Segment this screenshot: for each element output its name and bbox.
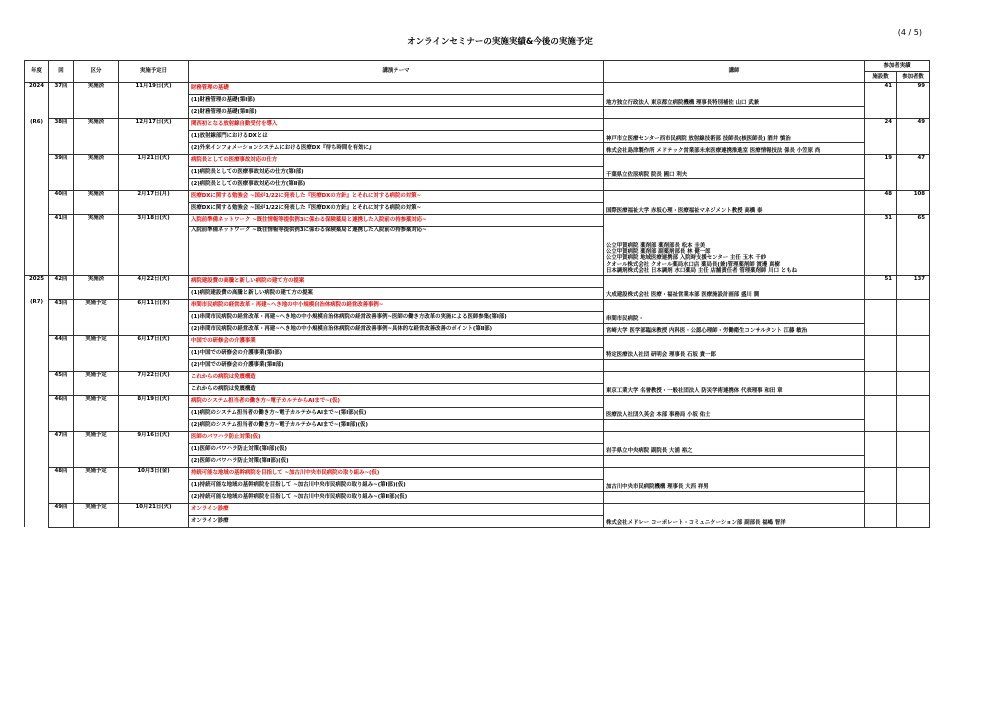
year-cell (25, 515, 49, 527)
session-row (25, 299, 930, 311)
year-cell (25, 227, 49, 276)
session-number: 47回 (49, 431, 74, 467)
table-body (25, 83, 930, 528)
lecturer-name: 地方独立行政法人 東京都立病院機構 理事長特別補佐 山口 武兼 (604, 95, 865, 107)
session-category: 実施予定 (74, 503, 119, 527)
session-category: 実施済 (74, 275, 119, 299)
session-date: 6月17日(火) (119, 335, 189, 371)
main-theme: 関西初となる放射線自動受付を導入 (189, 119, 604, 131)
sub-theme: (2)外来インフォメーションシステムにおける医療DX『待ち時間を有効に』 (189, 143, 604, 155)
header-lecturer: 講師 (604, 61, 865, 83)
main-theme: 財務管理の基礎 (189, 83, 604, 95)
year-cell (25, 143, 49, 155)
lecturer-name: 千葉県立佐原病院 院長 國口 利夫 (604, 167, 865, 179)
header-session: 回 (49, 61, 74, 83)
lecturer-name: 特定医療法人社団 研明会 理事長 石坂 貴一郎 (604, 347, 865, 359)
year-cell (25, 479, 49, 491)
year-cell (25, 131, 49, 143)
main-theme: 病院建設費の高騰と新しい病院の建て方の提案 (189, 275, 604, 287)
session-category: 実施済 (74, 191, 119, 215)
sub-theme: (2)財務管理の基礎(第Ⅱ部) (189, 107, 604, 119)
attendee-count (897, 371, 930, 395)
sub-theme: オンライン診療 (189, 515, 604, 527)
lecturer-cell (604, 299, 865, 311)
facility-count: 24 (865, 119, 897, 155)
lecturer-line: 公立甲賀病院 薬剤部 副薬剤部長 林 健一郎 (606, 248, 711, 255)
session-row (25, 467, 930, 479)
sub-theme: (1)病院のシステム担当者の働き方~電子カルテからAIまで~(第Ⅰ部)(仮) (189, 407, 604, 419)
lecturer-cell (604, 83, 865, 95)
lecturer-name: 医療法人社団久英会 本部 事務局 小坂 佑士 (604, 407, 865, 419)
sub-theme: (1)中国での研修会の介護事業(第Ⅰ部) (189, 347, 604, 359)
lecturer-line: 日本調剤株式会社 日本調剤 水口薬局 主任 店舗責任者 管理薬剤師 川口 ともね (606, 268, 798, 275)
lecturer-name: 株式会社メドレー コーポレート・コミュニケーション部 副部長 福嶋 智洋 (604, 515, 865, 527)
facility-count: 19 (865, 155, 897, 191)
lecturer-name (604, 359, 865, 371)
session-number: 37回 (49, 83, 74, 119)
session-category: 実施予定 (74, 431, 119, 467)
year-cell (25, 155, 49, 167)
lecturer-name: 岩手県立中央病院 副院長 大浦 裕之 (604, 443, 865, 455)
facility-count (865, 503, 897, 527)
year-cell (25, 359, 49, 371)
facility-count: 48 (865, 191, 897, 215)
lecturer-cell (604, 215, 865, 227)
facility-count (865, 395, 897, 431)
year-cell (25, 395, 49, 407)
session-category: 実施予定 (74, 467, 119, 503)
year-cell (25, 347, 49, 359)
session-number: 48回 (49, 467, 74, 503)
facility-count: 51 (865, 275, 897, 299)
attendee-count (897, 299, 930, 335)
page-title: オンラインセミナーの実施実績&今後の実施予定 (407, 37, 593, 47)
session-date: 10月3日(金) (119, 467, 189, 503)
facility-count (865, 335, 897, 371)
session-date: 3月18日(火) (119, 215, 189, 276)
session-date: 12月17日(火) (119, 119, 189, 155)
page-number: (4 / 5) (897, 28, 922, 37)
session-number: 46回 (49, 395, 74, 431)
header-date: 実施予定日 (119, 61, 189, 83)
attendee-count (897, 395, 930, 431)
year-era-label: (R6) (30, 118, 43, 125)
main-theme: これからの病院は免震構造 (189, 371, 604, 383)
session-date: 2月17日(月) (119, 191, 189, 215)
session-row (25, 431, 930, 443)
session-date: 9月16日(火) (119, 431, 189, 467)
sub-theme: (1)放射線部門におけるDXとは (189, 131, 604, 143)
session-number: 39回 (49, 155, 74, 191)
session-row (25, 83, 930, 95)
session-number: 44回 (49, 335, 74, 371)
year-cell (25, 95, 49, 107)
lecturer-name (604, 455, 865, 467)
lecturer-cell (604, 119, 865, 131)
year-cell (25, 371, 49, 383)
session-date: 8月19日(火) (119, 395, 189, 431)
lecturer-name: 国際医療福祉大学 赤坂心理・医療福祉マネジメント教授 高橋 泰 (604, 203, 865, 215)
session-date: 1月21日(火) (119, 155, 189, 191)
year-cell (25, 179, 49, 191)
attendee-count: 65 (897, 215, 930, 276)
main-theme: 入院前準備ネットワーク ~既往情報等提供例3に係わる保険薬局と連携した入院前の持参薬対応~ (189, 215, 604, 227)
sub-theme: (2)持続可能な地域の基幹病院を目指して ~加古川中央市民病院の取り組み~(第Ⅱ部)(仮) (189, 491, 604, 503)
attendee-count: 49 (897, 119, 930, 155)
session-category: 実施予定 (74, 299, 119, 335)
lecturer-name (604, 179, 865, 191)
session-number: 41回 (49, 215, 74, 276)
lecturer-line: 公立甲賀病院 地域医療連携部 入院時支援センター 主任 玉木 千紗 (606, 255, 767, 262)
year-cell (25, 467, 49, 479)
year-cell (25, 107, 49, 119)
lecturer-name: 加古川中央市民病院機構 理事長 大西 祥男 (604, 479, 865, 491)
lecturer-name: 宮崎大学 医学部臨床教授 内科医・公認心理師・労働衛生コンサルタント 江藤 敏治 (604, 323, 865, 335)
lecturer-cell (604, 191, 865, 203)
year-cell (25, 191, 49, 203)
main-theme: 中国での研修会の介護事業 (189, 335, 604, 347)
year-label: 2025 (28, 275, 44, 282)
header-facilities: 施設数 (865, 72, 897, 83)
lecturer-name: 株式会社島津製作所 メドテック営業部未来医療連携推進室 医療情報技法 係長 小笠原 尚 (604, 143, 865, 155)
session-number: 49回 (49, 503, 74, 527)
facility-count (865, 431, 897, 467)
attendee-count: 137 (897, 275, 930, 299)
sub-theme: (2)病院のシステム担当者の働き方~電子カルテからAIまで~(第Ⅱ部)(仮) (189, 419, 604, 431)
sub-theme: これからの病院は免震構造 (189, 383, 604, 395)
year-cell (25, 491, 49, 503)
attendee-count: 108 (897, 191, 930, 215)
lecturer-name: 神戸市立医療センター西市民病院 放射線技術部 技師長(核医師長) 酒井 慎治 (604, 131, 865, 143)
session-date: 7月22日(火) (119, 371, 189, 395)
main-theme: 持続可能な地域の基幹病院を目指して ~加古川中央市民病院の取り組み~(仮) (189, 467, 604, 479)
lecturer-cell (604, 275, 865, 287)
main-theme: オンライン診療 (189, 503, 604, 515)
main-theme: 医療DXに関する勉強会 ~国が1/22に発表した『医療DXの方針』とそれに対する病院の対策~ (189, 191, 604, 203)
year-cell (25, 383, 49, 395)
header-participants: 参加者実績 (865, 61, 930, 72)
year-label: 2024 (28, 83, 44, 89)
lecturer-cell (604, 395, 865, 407)
year-cell (25, 287, 49, 299)
facility-count (865, 299, 897, 335)
attendee-count (897, 431, 930, 467)
sub-theme: (2)串間市民病院の経営改革・再建~へき地の中小規模自治体病院の経営改善事例~具体的な経営改善改善のポイント(第Ⅱ部) (189, 323, 604, 335)
facility-count: 41 (865, 83, 897, 119)
session-category: 実施予定 (74, 335, 119, 371)
header-theme: 講演テーマ (189, 61, 604, 83)
attendee-count: 99 (897, 83, 930, 119)
main-theme: 病院長としての医療事故対応の仕方 (189, 155, 604, 167)
sub-theme: (1)病院建設費の高騰と新しい病院の建て方の提案 (189, 287, 604, 299)
year-cell (25, 407, 49, 419)
session-number: 43回 (49, 299, 74, 335)
session-category: 実施済 (74, 215, 119, 276)
year-cell (25, 275, 49, 287)
year-cell (25, 431, 49, 443)
session-number: 42回 (49, 275, 74, 299)
lecturer-name (604, 107, 865, 119)
session-date: 10月21日(火) (119, 503, 189, 527)
main-theme: 医師のパワハラ防止対策(仮) (189, 431, 604, 443)
sub-theme: (1)医師のパワハラ防止対策(第Ⅰ部)(仮) (189, 443, 604, 455)
session-date: 4月22日(火) (119, 275, 189, 299)
sub-theme: (2)病院長としての医療事故対応の仕方(第Ⅱ部) (189, 179, 604, 191)
session-row (25, 215, 930, 227)
sub-theme: (2)医師のパワハラ防止対策(第Ⅱ部)(仮) (189, 455, 604, 467)
lecturer-name: 大成建設株式会社 医療・福祉営業本部 医療施設計画部 盛川 潤 (604, 287, 865, 299)
year-cell (25, 503, 49, 515)
year-cell (25, 443, 49, 455)
sub-theme: (1)病院長としての医療事故対応の仕方(第Ⅰ部) (189, 167, 604, 179)
sub-theme: 入院前準備ネットワーク ~既往情報等提供例3に係わる保険薬局と連携した入院前の持参薬対応~ (189, 227, 604, 276)
session-date: 11月19日(火) (119, 83, 189, 119)
session-category: 実施予定 (74, 371, 119, 395)
year-cell (25, 335, 49, 347)
sub-theme: (1)串間市民病院の経営改革・再建~へき地の中小規模自治体病院の経営改善事例~医師の働き方改革の実施による医師参集(第Ⅰ部) (189, 311, 604, 323)
facility-count (865, 371, 897, 395)
sub-theme: (1)持続可能な地域の基幹病院を目指して ~加古川中央市民病院の取り組み~(第Ⅰ部)(仮) (189, 479, 604, 491)
lecturer-cell (604, 227, 865, 276)
year-cell (25, 215, 49, 227)
lecturer-line: 公立甲賀病院 薬剤部 薬剤部長 松本 圭美 (606, 242, 706, 249)
session-row (25, 395, 930, 407)
year-cell (25, 83, 49, 95)
year-cell (25, 323, 49, 335)
main-theme: 病院のシステム担当者の働き方~電子カルテからAIまで~(仮) (189, 395, 604, 407)
sub-theme: 医療DXに関する勉強会 ~国が1/22に発表した『医療DXの方針』とそれに対する病院の対策~ (189, 203, 604, 215)
session-category: 実施済 (74, 83, 119, 119)
session-row (25, 503, 930, 515)
session-number: 38回 (49, 119, 74, 155)
session-row (25, 155, 930, 167)
session-category: 実施済 (74, 155, 119, 191)
session-date: 6月11日(水) (119, 299, 189, 335)
year-cell (25, 455, 49, 467)
session-row (25, 191, 930, 203)
attendee-count (897, 335, 930, 371)
lecturer-name: 串間市民病院・ (604, 311, 865, 323)
main-theme: 串間市民病院の経営改革・再建~へき地の中小規模自治体病院の経営改善事例~ (189, 299, 604, 311)
session-row (25, 371, 930, 383)
lecturer-cell (604, 155, 865, 167)
attendee-count (897, 467, 930, 503)
year-cell (25, 311, 49, 323)
lecturer-cell (604, 431, 865, 443)
session-number: 45回 (49, 371, 74, 395)
lecturer-cell (604, 503, 865, 515)
sub-theme: (2)中国での研修会の介護事業(第Ⅱ部) (189, 359, 604, 371)
header-category: 区分 (74, 61, 119, 83)
attendee-count (897, 503, 930, 527)
header-year: 年度 (25, 61, 49, 83)
session-row (25, 275, 930, 287)
attendee-count: 47 (897, 155, 930, 191)
lecturer-cell (604, 371, 865, 383)
session-row (25, 119, 930, 131)
seminar-table (24, 60, 930, 528)
facility-count (865, 467, 897, 503)
year-cell (25, 203, 49, 215)
year-cell (25, 419, 49, 431)
session-number: 40回 (49, 191, 74, 215)
year-cell (25, 119, 49, 131)
sub-theme: (1)財務管理の基礎(第Ⅰ部) (189, 95, 604, 107)
facility-count: 31 (865, 215, 897, 276)
lecturer-name: 東京工業大学 名誉教授・一般社団法人 防災学術連携体 代表理事 和田 章 (604, 383, 865, 395)
session-row (25, 335, 930, 347)
lecturer-cell (604, 467, 865, 479)
year-cell (25, 167, 49, 179)
header-attendees: 参加者数 (897, 72, 930, 83)
lecturer-line: クオール株式会社 クオール薬局水口店 薬局長(兼)管理薬剤師 渡邊 真樹 (606, 261, 780, 268)
year-era-label: (R7) (30, 299, 43, 306)
lecturer-cell (604, 335, 865, 347)
session-category: 実施済 (74, 119, 119, 155)
lecturer-name (604, 419, 865, 431)
session-category: 実施予定 (74, 395, 119, 431)
lecturer-name (604, 491, 865, 503)
year-cell (25, 299, 49, 311)
